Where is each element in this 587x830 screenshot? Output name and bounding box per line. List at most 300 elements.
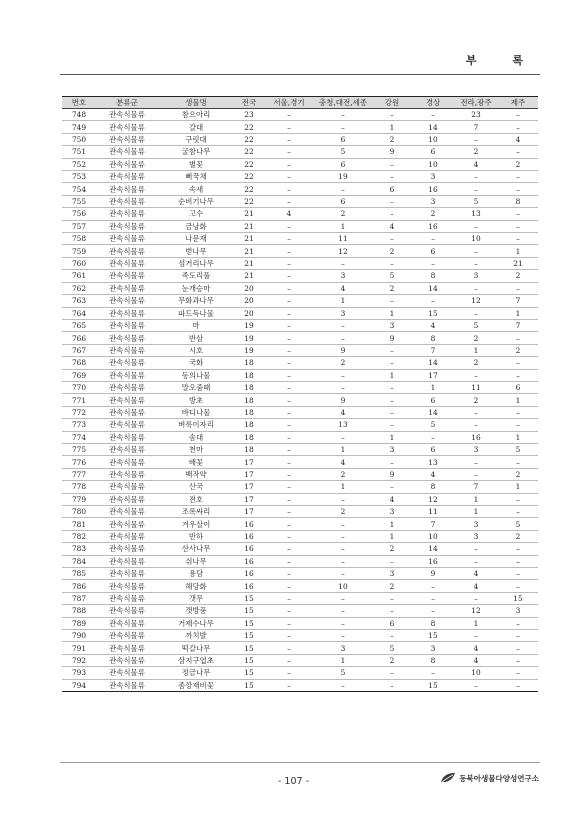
cell-seoul-gyeonggi: – xyxy=(264,419,314,431)
cell-chungcheong: 2 xyxy=(314,506,372,518)
cell-chungcheong: – xyxy=(314,381,372,393)
cell-taxon: 관속식물류 xyxy=(96,605,158,617)
cell-jeolla: – xyxy=(454,245,498,257)
cell-number: 757 xyxy=(62,220,96,232)
cell-jeolla: 5 xyxy=(454,319,498,331)
cell-jeolla: 3 xyxy=(454,270,498,282)
cell-jeolla: 2 xyxy=(454,357,498,369)
cell-jeju: – xyxy=(498,543,538,555)
cell-gyeongsang: 14 xyxy=(412,121,454,133)
cell-number: 768 xyxy=(62,357,96,369)
cell-taxon: 관속식물류 xyxy=(96,506,158,518)
cell-gyeongsang: 1 xyxy=(412,381,454,393)
cell-number: 790 xyxy=(62,630,96,642)
cell-seoul-gyeonggi: – xyxy=(264,171,314,183)
cell-nationwide: 21 xyxy=(234,233,264,245)
cell-gyeongsang: 11 xyxy=(412,506,454,518)
cell-gyeongsang: – xyxy=(412,605,454,617)
cell-number: 785 xyxy=(62,568,96,580)
cell-gangwon: – xyxy=(372,357,412,369)
table-row xyxy=(62,307,538,319)
cell-chungcheong: 1 xyxy=(314,443,372,455)
cell-taxon: 관속식물류 xyxy=(96,555,158,567)
cell-gangwon: 2 xyxy=(372,282,412,294)
cell-chungcheong: 19 xyxy=(314,171,372,183)
cell-species-name: 용담 xyxy=(158,568,234,580)
cell-number: 788 xyxy=(62,605,96,617)
cell-nationwide: 15 xyxy=(234,630,264,642)
cell-jeju: – xyxy=(498,183,538,195)
header-cell-jeju: 제주 xyxy=(498,97,538,109)
cell-gyeongsang: 14 xyxy=(412,543,454,555)
cell-jeju: – xyxy=(498,171,538,183)
cell-taxon: 관속식물류 xyxy=(96,667,158,679)
cell-chungcheong: – xyxy=(314,121,372,133)
cell-chungcheong: 5 xyxy=(314,667,372,679)
table-row xyxy=(62,109,538,121)
cell-number: 753 xyxy=(62,171,96,183)
cell-gangwon: 3 xyxy=(372,319,412,331)
cell-gangwon: – xyxy=(372,295,412,307)
cell-seoul-gyeonggi: – xyxy=(264,307,314,319)
cell-chungcheong: – xyxy=(314,518,372,530)
cell-chungcheong: – xyxy=(314,319,372,331)
cell-gangwon: – xyxy=(372,667,412,679)
cell-jeolla: – xyxy=(454,406,498,418)
table-row xyxy=(62,605,538,617)
cell-nationwide: 22 xyxy=(234,133,264,145)
cell-jeju: 5 xyxy=(498,443,538,455)
cell-jeju: 7 xyxy=(498,319,538,331)
cell-gangwon: 9 xyxy=(372,146,412,158)
cell-chungcheong: – xyxy=(314,543,372,555)
cell-gyeongsang: 16 xyxy=(412,555,454,567)
cell-jeju: 15 xyxy=(498,592,538,604)
cell-gangwon: 3 xyxy=(372,568,412,580)
cell-jeolla: – xyxy=(454,679,498,691)
cell-taxon: 관속식물류 xyxy=(96,357,158,369)
cell-gyeongsang: 8 xyxy=(412,654,454,666)
cell-nationwide: 15 xyxy=(234,617,264,629)
cell-jeju: 5 xyxy=(498,518,538,530)
cell-nationwide: 18 xyxy=(234,431,264,443)
cell-species-name: 말오줌때 xyxy=(158,381,234,393)
cell-jeolla: 12 xyxy=(454,295,498,307)
table-row xyxy=(62,183,538,195)
cell-species-name: 별꽃 xyxy=(158,158,234,170)
table-row xyxy=(62,518,538,530)
cell-number: 787 xyxy=(62,592,96,604)
cell-number: 761 xyxy=(62,270,96,282)
cell-number: 774 xyxy=(62,431,96,443)
cell-nationwide: 21 xyxy=(234,220,264,232)
cell-seoul-gyeonggi: – xyxy=(264,357,314,369)
cell-species-name: 속새 xyxy=(158,183,234,195)
cell-gangwon: 1 xyxy=(372,121,412,133)
cell-species-name: 시호 xyxy=(158,344,234,356)
cell-taxon: 관속식물류 xyxy=(96,109,158,121)
cell-gangwon: – xyxy=(372,592,412,604)
cell-gyeongsang: – xyxy=(412,580,454,592)
cell-gyeongsang: 7 xyxy=(412,344,454,356)
cell-chungcheong: 6 xyxy=(314,158,372,170)
cell-number: 781 xyxy=(62,518,96,530)
cell-taxon: 관속식물류 xyxy=(96,257,158,269)
cell-seoul-gyeonggi: – xyxy=(264,518,314,530)
cell-seoul-gyeonggi: – xyxy=(264,369,314,381)
cell-chungcheong: 1 xyxy=(314,220,372,232)
cell-gyeongsang: – xyxy=(412,667,454,679)
cell-taxon: 관속식물류 xyxy=(96,270,158,282)
cell-jeju: 1 xyxy=(498,394,538,406)
cell-jeolla: – xyxy=(454,133,498,145)
cell-nationwide: 19 xyxy=(234,332,264,344)
cell-chungcheong: – xyxy=(314,493,372,505)
cell-chungcheong: 3 xyxy=(314,307,372,319)
cell-chungcheong: 4 xyxy=(314,456,372,468)
cell-number: 780 xyxy=(62,506,96,518)
cell-jeju: – xyxy=(498,233,538,245)
cell-number: 789 xyxy=(62,617,96,629)
cell-gyeongsang: 10 xyxy=(412,158,454,170)
cell-jeolla: 23 xyxy=(454,109,498,121)
cell-jeju: – xyxy=(498,667,538,679)
cell-number: 792 xyxy=(62,654,96,666)
table-row xyxy=(62,568,538,580)
cell-taxon: 관속식물류 xyxy=(96,146,158,158)
cell-species-name: 삼지구엽초 xyxy=(158,654,234,666)
cell-jeolla: – xyxy=(454,307,498,319)
cell-taxon: 관속식물류 xyxy=(96,220,158,232)
cell-gyeongsang: 15 xyxy=(412,679,454,691)
cell-nationwide: 17 xyxy=(234,493,264,505)
cell-number: 783 xyxy=(62,543,96,555)
table-row xyxy=(62,195,538,207)
cell-chungcheong: 1 xyxy=(314,481,372,493)
institute-name: 동북아생물다양성연구소 xyxy=(459,773,539,783)
cell-taxon: 관속식물류 xyxy=(96,233,158,245)
cell-species-name: 금낭화 xyxy=(158,220,234,232)
cell-species-name: 동의나물 xyxy=(158,369,234,381)
cell-jeolla: 3 xyxy=(454,443,498,455)
cell-jeolla: 10 xyxy=(454,233,498,245)
cell-number: 766 xyxy=(62,332,96,344)
cell-gangwon: – xyxy=(372,158,412,170)
cell-chungcheong: 13 xyxy=(314,419,372,431)
cell-gangwon: – xyxy=(372,257,412,269)
cell-jeju: – xyxy=(498,580,538,592)
cell-gangwon: 2 xyxy=(372,543,412,555)
cell-jeju: 1 xyxy=(498,431,538,443)
cell-gangwon: 4 xyxy=(372,493,412,505)
cell-jeju: – xyxy=(498,146,538,158)
cell-seoul-gyeonggi: – xyxy=(264,667,314,679)
cell-gyeongsang: – xyxy=(412,257,454,269)
cell-species-name: 바디나물 xyxy=(158,406,234,418)
cell-taxon: 관속식물류 xyxy=(96,679,158,691)
cell-nationwide: 15 xyxy=(234,592,264,604)
cell-jeju: 2 xyxy=(498,158,538,170)
cell-jeju: 1 xyxy=(498,481,538,493)
cell-number: 776 xyxy=(62,456,96,468)
cell-nationwide: 22 xyxy=(234,171,264,183)
cell-nationwide: 16 xyxy=(234,580,264,592)
cell-species-name: 갯방풍 xyxy=(158,605,234,617)
cell-jeju: – xyxy=(498,679,538,691)
cell-seoul-gyeonggi: – xyxy=(264,121,314,133)
cell-gyeongsang: 14 xyxy=(412,406,454,418)
cell-gangwon: – xyxy=(372,394,412,406)
cell-taxon: 관속식물류 xyxy=(96,468,158,480)
cell-seoul-gyeonggi: – xyxy=(264,381,314,393)
cell-chungcheong: 11 xyxy=(314,233,372,245)
cell-gyeongsang: 17 xyxy=(412,369,454,381)
cell-jeju: – xyxy=(498,369,538,381)
cell-nationwide: 15 xyxy=(234,642,264,654)
cell-taxon: 관속식물류 xyxy=(96,543,158,555)
cell-taxon: 관속식물류 xyxy=(96,307,158,319)
cell-seoul-gyeonggi: 4 xyxy=(264,208,314,220)
cell-gangwon: 3 xyxy=(372,506,412,518)
cell-taxon: 관속식물류 xyxy=(96,183,158,195)
cell-nationwide: 18 xyxy=(234,443,264,455)
cell-number: 779 xyxy=(62,493,96,505)
cell-gyeongsang: 4 xyxy=(412,319,454,331)
cell-jeju: – xyxy=(498,282,538,294)
cell-jeolla: 4 xyxy=(454,642,498,654)
cell-species-name: 참으아리 xyxy=(158,109,234,121)
cell-jeolla: 3 xyxy=(454,518,498,530)
cell-gyeongsang: 8 xyxy=(412,617,454,629)
cell-gangwon: – xyxy=(372,109,412,121)
appendix-header-label: 부 록 xyxy=(465,54,539,67)
table-row xyxy=(62,270,538,282)
table-body xyxy=(62,109,538,692)
cell-jeju: 21 xyxy=(498,257,538,269)
cell-jeolla: 16 xyxy=(454,431,498,443)
cell-species-name: 벋나무 xyxy=(158,245,234,257)
cell-jeju: 1 xyxy=(498,307,538,319)
cell-gyeongsang: 16 xyxy=(412,220,454,232)
cell-number: 756 xyxy=(62,208,96,220)
cell-chungcheong: 2 xyxy=(314,357,372,369)
cell-jeju: – xyxy=(498,630,538,642)
cell-species-name: 배꽃 xyxy=(158,456,234,468)
cell-gyeongsang: 3 xyxy=(412,171,454,183)
cell-taxon: 관속식물류 xyxy=(96,419,158,431)
cell-gangwon: 9 xyxy=(372,332,412,344)
cell-number: 752 xyxy=(62,158,96,170)
cell-gyeongsang: 10 xyxy=(412,530,454,542)
cell-jeolla: – xyxy=(454,555,498,567)
cell-taxon: 관속식물류 xyxy=(96,133,158,145)
cell-gangwon: 1 xyxy=(372,369,412,381)
cell-chungcheong: 9 xyxy=(314,344,372,356)
cell-gangwon: 1 xyxy=(372,307,412,319)
cell-seoul-gyeonggi: – xyxy=(264,493,314,505)
header-cell-number: 번호 xyxy=(62,97,96,109)
cell-gangwon: 2 xyxy=(372,245,412,257)
cell-seoul-gyeonggi: – xyxy=(264,332,314,344)
cell-number: 759 xyxy=(62,245,96,257)
table-row xyxy=(62,357,538,369)
cell-species-name: 반하 xyxy=(158,530,234,542)
cell-seoul-gyeonggi: – xyxy=(264,245,314,257)
cell-gangwon: 2 xyxy=(372,580,412,592)
cell-number: 777 xyxy=(62,468,96,480)
cell-jeolla: 1 xyxy=(454,506,498,518)
cell-nationwide: 21 xyxy=(234,245,264,257)
table-row xyxy=(62,468,538,480)
cell-nationwide: 17 xyxy=(234,481,264,493)
cell-seoul-gyeonggi: – xyxy=(264,431,314,443)
cell-gangwon: – xyxy=(372,679,412,691)
cell-chungcheong: – xyxy=(314,555,372,567)
cell-gyeongsang: 6 xyxy=(412,394,454,406)
cell-seoul-gyeonggi: – xyxy=(264,183,314,195)
cell-number: 760 xyxy=(62,257,96,269)
table-row xyxy=(62,245,538,257)
table-row xyxy=(62,282,538,294)
table-row xyxy=(62,630,538,642)
cell-nationwide: 20 xyxy=(234,307,264,319)
cell-chungcheong: – xyxy=(314,431,372,443)
cell-nationwide: 22 xyxy=(234,158,264,170)
cell-taxon: 관속식물류 xyxy=(96,332,158,344)
cell-gyeongsang: – xyxy=(412,233,454,245)
cell-gangwon: 2 xyxy=(372,654,412,666)
cell-taxon: 관속식물류 xyxy=(96,208,158,220)
cell-gyeongsang: 9 xyxy=(412,568,454,580)
cell-species-name: 족도리풀 xyxy=(158,270,234,282)
species-distribution-table xyxy=(62,96,538,692)
cell-gyeongsang: 7 xyxy=(412,518,454,530)
cell-taxon: 관속식물류 xyxy=(96,456,158,468)
header-cell-species-name: 생물명 xyxy=(158,97,234,109)
cell-gyeongsang: 16 xyxy=(412,183,454,195)
cell-gangwon: – xyxy=(372,233,412,245)
cell-number: 748 xyxy=(62,109,96,121)
cell-jeolla: 10 xyxy=(454,667,498,679)
table-row xyxy=(62,481,538,493)
cell-nationwide: 21 xyxy=(234,208,264,220)
cell-taxon: 관속식물류 xyxy=(96,369,158,381)
cell-species-name: 전호 xyxy=(158,493,234,505)
cell-species-name: 섬거리나무 xyxy=(158,257,234,269)
cell-nationwide: 21 xyxy=(234,270,264,282)
cell-jeolla: 4 xyxy=(454,654,498,666)
institute-logo xyxy=(440,772,539,784)
cell-nationwide: 17 xyxy=(234,506,264,518)
table-row xyxy=(62,319,538,331)
cell-nationwide: 15 xyxy=(234,679,264,691)
cell-species-name: 쉬나무 xyxy=(158,555,234,567)
cell-jeolla: 3 xyxy=(454,530,498,542)
cell-gangwon: 1 xyxy=(372,431,412,443)
cell-gyeongsang: 3 xyxy=(412,195,454,207)
cell-gangwon: – xyxy=(372,456,412,468)
cell-species-name: 겨우살이 xyxy=(158,518,234,530)
cell-nationwide: 22 xyxy=(234,183,264,195)
cell-chungcheong: 1 xyxy=(314,654,372,666)
cell-gyeongsang: 14 xyxy=(412,282,454,294)
table-row xyxy=(62,555,538,567)
cell-species-name: 파드득나물 xyxy=(158,307,234,319)
cell-gangwon: 9 xyxy=(372,468,412,480)
cell-jeolla: 2 xyxy=(454,394,498,406)
cell-species-name: 거제수나무 xyxy=(158,617,234,629)
cell-nationwide: 15 xyxy=(234,654,264,666)
table-row xyxy=(62,121,538,133)
cell-seoul-gyeonggi: – xyxy=(264,270,314,282)
cell-gangwon: – xyxy=(372,481,412,493)
cell-taxon: 관속식물류 xyxy=(96,642,158,654)
cell-jeju: – xyxy=(498,617,538,629)
cell-number: 769 xyxy=(62,369,96,381)
cell-seoul-gyeonggi: – xyxy=(264,543,314,555)
cell-jeolla: – xyxy=(454,257,498,269)
table-row xyxy=(62,332,538,344)
cell-taxon: 관속식물류 xyxy=(96,518,158,530)
table-row xyxy=(62,580,538,592)
cell-taxon: 관속식물류 xyxy=(96,121,158,133)
cell-nationwide: 22 xyxy=(234,146,264,158)
table-row xyxy=(62,171,538,183)
table-row xyxy=(62,257,538,269)
cell-species-name: 갈대 xyxy=(158,121,234,133)
cell-taxon: 관속식물류 xyxy=(96,158,158,170)
cell-gangwon: – xyxy=(372,344,412,356)
table-row xyxy=(62,530,538,542)
cell-jeju: 2 xyxy=(498,468,538,480)
table-row xyxy=(62,642,538,654)
cell-chungcheong: 4 xyxy=(314,406,372,418)
cell-species-name: 백작약 xyxy=(158,468,234,480)
cell-number: 772 xyxy=(62,406,96,418)
cell-gyeongsang: – xyxy=(412,109,454,121)
cell-gyeongsang: 6 xyxy=(412,146,454,158)
cell-seoul-gyeonggi: – xyxy=(264,555,314,567)
cell-seoul-gyeonggi: – xyxy=(264,617,314,629)
cell-jeolla: 4 xyxy=(454,158,498,170)
cell-chungcheong: 12 xyxy=(314,245,372,257)
cell-seoul-gyeonggi: – xyxy=(264,630,314,642)
cell-nationwide: 18 xyxy=(234,357,264,369)
cell-species-name: 정금나무 xyxy=(158,667,234,679)
cell-number: 755 xyxy=(62,195,96,207)
cell-gangwon: 1 xyxy=(372,518,412,530)
cell-jeolla: 2 xyxy=(454,332,498,344)
cell-jeju: 3 xyxy=(498,605,538,617)
footer-rule xyxy=(60,762,540,763)
cell-taxon: 관속식물류 xyxy=(96,568,158,580)
cell-seoul-gyeonggi: – xyxy=(264,642,314,654)
cell-seoul-gyeonggi: – xyxy=(264,233,314,245)
cell-jeolla: 2 xyxy=(454,146,498,158)
cell-number: 775 xyxy=(62,443,96,455)
cell-chungcheong: – xyxy=(314,630,372,642)
cell-gangwon: – xyxy=(372,630,412,642)
cell-nationwide: 23 xyxy=(234,109,264,121)
cell-jeolla: 12 xyxy=(454,605,498,617)
table-row xyxy=(62,295,538,307)
cell-nationwide: 21 xyxy=(234,257,264,269)
cell-species-name: 떡갈나무 xyxy=(158,642,234,654)
cell-chungcheong: – xyxy=(314,109,372,121)
cell-chungcheong: 3 xyxy=(314,642,372,654)
cell-nationwide: 18 xyxy=(234,419,264,431)
cell-jeolla: – xyxy=(454,592,498,604)
